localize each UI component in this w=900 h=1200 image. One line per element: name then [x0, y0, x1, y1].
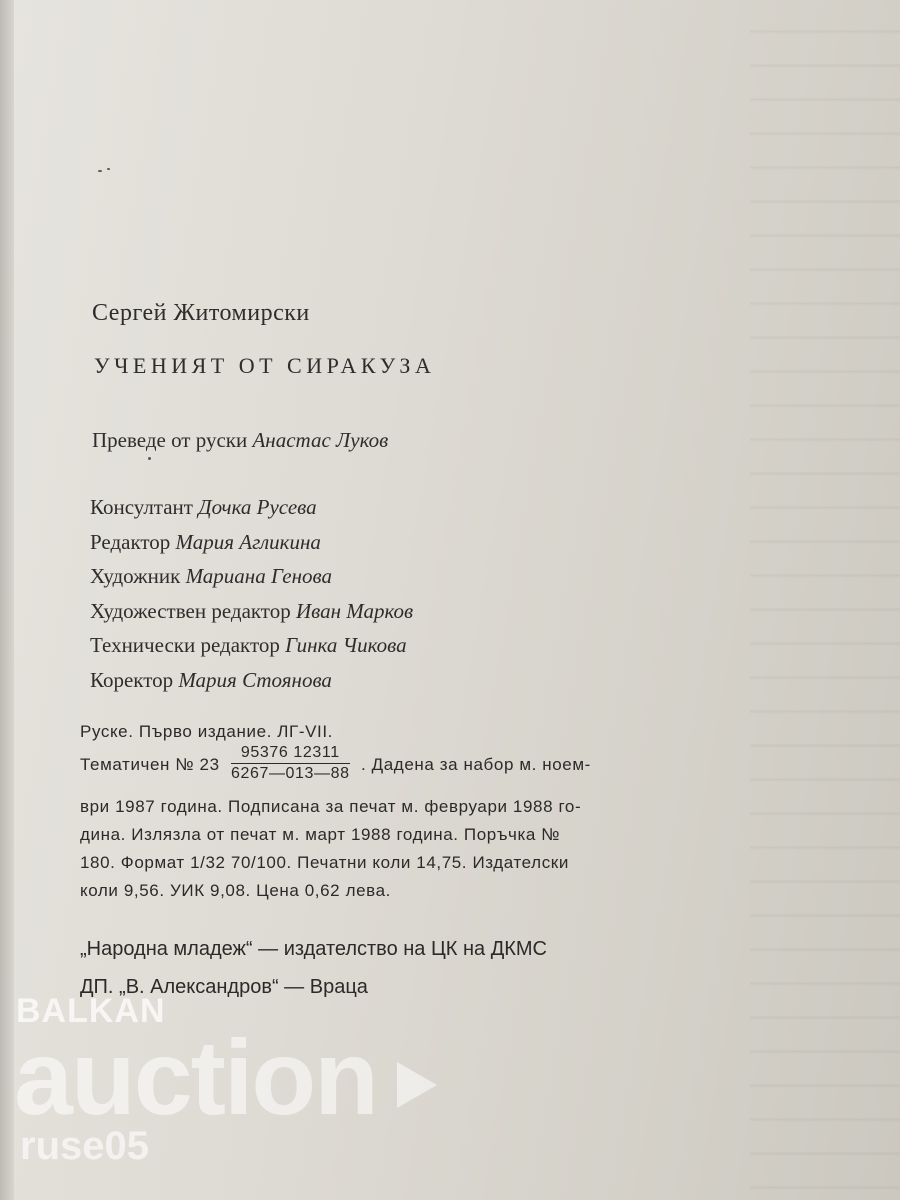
credit-editor: [90, 525, 413, 560]
credit-artist: [90, 559, 413, 594]
show-through-text: [750, 0, 900, 1200]
credit-technical-editor: [90, 628, 413, 663]
printer-line: ДП. „В. Александров“ — Враца: [80, 976, 368, 998]
print-speck: [107, 168, 110, 170]
credit-person: Мариана Генова: [185, 564, 333, 588]
imprint-line-tematichen: [80, 746, 591, 785]
credit-person: Иван Марков: [295, 598, 414, 623]
tematichen-label: Тематичен № 23: [80, 754, 220, 774]
play-icon: [395, 1060, 439, 1110]
credit-person: Гинка Чикова: [285, 633, 407, 657]
credit-role: Художник: [90, 564, 181, 588]
credit-role: Художествен редактор: [90, 598, 291, 623]
imprint-line: 180. Формат 1/32 70/100. Печатни коли 14,75. Издателски: [80, 853, 569, 872]
credit-role: Коректор: [90, 667, 174, 692]
credit-person: Мария Агликина: [175, 529, 321, 554]
imprint-line: дина. Излязла от печат м. март 1988 година. Поръчка №: [80, 825, 561, 844]
publisher-line: „Народна младеж“ — издателство на ЦК на ДКМС: [80, 938, 548, 960]
credit-role: Технически редактор: [90, 633, 280, 657]
credit-person: Дочка Русева: [198, 495, 317, 519]
catalog-fraction: [231, 744, 350, 783]
credit-person: Мария Стоянова: [178, 667, 332, 692]
imprint-line: коли 9,56. УИК 9,08. Цена 0,62 лева.: [80, 881, 391, 900]
credit-consultant: [90, 490, 413, 525]
translator-credit: [92, 424, 388, 456]
credit-role: Редактор: [90, 529, 171, 554]
translator-label: Преведе от руски: [92, 428, 248, 452]
watermark-auction: auction: [14, 1019, 377, 1137]
fraction-numerator: 95376 12311: [231, 744, 350, 764]
author-name: Сергей Житомирски: [92, 300, 310, 326]
credits-list: [90, 490, 413, 697]
watermark-username: ruse05: [20, 1124, 149, 1168]
print-speck: [98, 170, 102, 172]
book-title: УЧЕНИЯТ ОТ СИРАКУЗА: [94, 353, 436, 378]
imprint-line: ври 1987 година. Подписана за печат м. февруари 1988 го-: [80, 797, 582, 816]
translator-name: Анастас Луков: [252, 428, 389, 452]
page-edge-shadow: [0, 0, 14, 1200]
print-speck: [148, 457, 151, 460]
imprint-line-tail: . Дадена за набор м. ноем-: [360, 754, 591, 774]
credit-proofreader: [90, 663, 413, 698]
fraction-denominator: 6267—013—88: [230, 765, 350, 782]
watermark-balkan: BALKAN: [16, 992, 166, 1030]
credit-art-editor: [90, 594, 413, 629]
imprint-line: Руске. Първо издание. ЛГ-VII.: [80, 722, 334, 741]
credit-role: Консултант: [90, 495, 193, 519]
